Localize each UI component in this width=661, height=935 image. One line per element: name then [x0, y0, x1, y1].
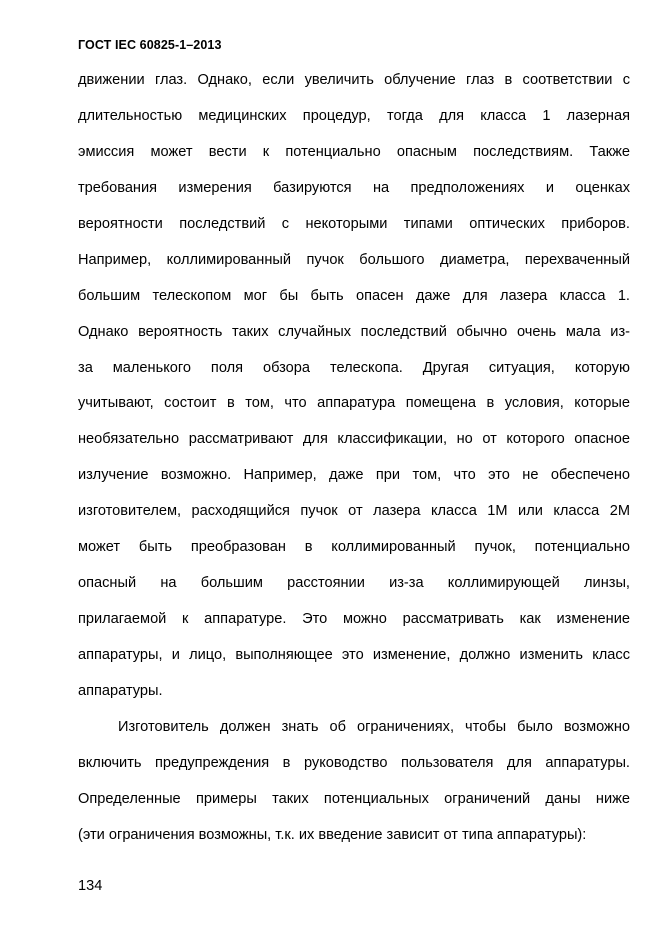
text-line: (эти ограничения возможны, т.к. их введение зависит от типа аппаратуры):: [78, 826, 587, 843]
text-line: Изготовитель должен знать об ограничениях, чтобы было возможно: [118, 718, 630, 735]
text-line: опасный на большим расстоянии из-за коллимирующей линзы,: [78, 575, 630, 592]
text-line: вероятности последствий с некоторыми типами оптических приборов.: [78, 215, 630, 232]
text-line: аппаратуры, и лицо, выполняющее это изменение, должно изменить класс: [78, 647, 630, 663]
text-line: излучение возможно. Например, даже при том, что это не обеспечено: [78, 467, 630, 484]
text-line: необязательно рассматривают для классификации, но от которого опасное: [78, 431, 630, 448]
page-number: 134: [78, 878, 103, 894]
text-line: за маленького поля обзора телескопа. Другая ситуация, которую: [78, 359, 630, 376]
text-line: прилагаемой к аппаратуре. Это можно рассматривать как изменение: [78, 611, 630, 628]
text-line: Определенные примеры таких потенциальных ограничений даны ниже: [78, 790, 630, 807]
text-line: большим телескопом мог бы быть опасен даже для лазера класса 1.: [78, 287, 630, 304]
document-body: [78, 63, 630, 854]
document-standard-header: ГОСТ IEC 60825-1–2013: [78, 38, 222, 52]
text-line: учитывают, состоит в том, что аппаратура помещена в условия, которые: [78, 395, 630, 412]
text-line: эмиссия может вести к потенциально опасным последствиям. Также: [78, 143, 630, 160]
text-line: длительностью медицинских процедур, тогда для класса 1 лазерная: [78, 107, 630, 124]
text-line: Однако вероятность таких случайных последствий обычно очень мала из-: [78, 323, 630, 340]
text-line: требования измерения базируются на предположениях и оценках: [78, 179, 630, 196]
text-line: может быть преобразован в коллимированный пучок, потенциально: [78, 539, 630, 556]
text-line: включить предупреждения в руководство пользователя для аппаратуры.: [78, 754, 630, 771]
text-line: изготовителем, расходящийся пучок от лазера класса 1М или класса 2М: [78, 503, 630, 520]
text-line: движении глаз. Однако, если увеличить облучение глаз в соответствии с: [78, 72, 630, 88]
text-line: аппаратуры.: [78, 682, 163, 699]
text-line: Например, коллимированный пучок большого диаметра, перехваченный: [78, 251, 630, 268]
